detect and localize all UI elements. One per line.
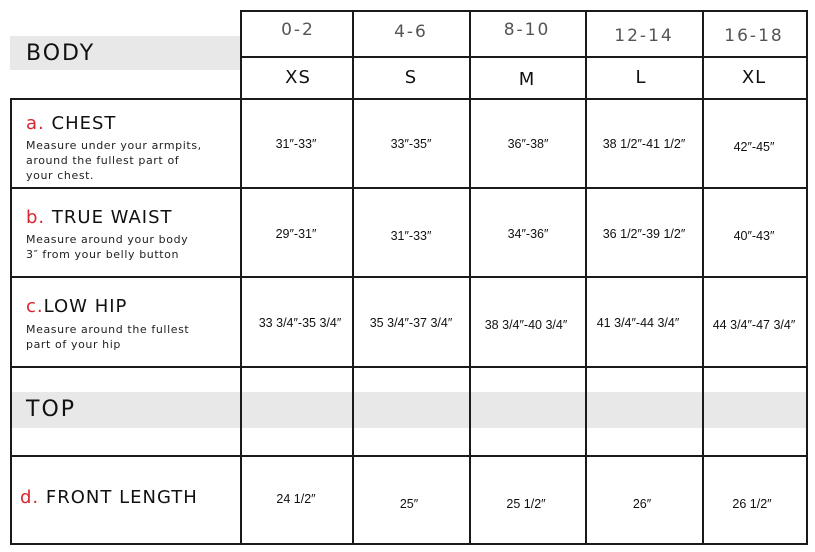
top-section-title: TOP	[26, 397, 77, 422]
hip-value-xl: 44 3/4″-47 3/4″	[712, 318, 796, 332]
hip-value-m: 38 3/4″-40 3/4″	[484, 318, 568, 332]
waist-value-xl: 40″-43″	[733, 229, 775, 243]
grid-line-col-4	[702, 10, 704, 545]
age-range-2: 8-10	[503, 20, 551, 40]
chest-value-xl: 42″-45″	[733, 140, 775, 154]
waist-value-xs: 29″-31″	[275, 227, 317, 241]
age-range-0: 0-2	[281, 20, 315, 40]
hip-row-letter: c.	[26, 296, 44, 317]
grid-line-col-1	[352, 10, 354, 545]
size-label-0: XS	[285, 67, 311, 88]
grid-line-col-2	[469, 10, 471, 545]
grid-line-bottom	[10, 543, 808, 545]
grid-line-top	[240, 10, 808, 12]
waist-row-title	[26, 207, 173, 228]
waist-row-label: TRUE WAIST	[51, 207, 173, 228]
hip-row-description: Measure around the fullest part of your hip	[26, 323, 190, 351]
chest-value-s: 33″-35″	[390, 137, 432, 151]
grid-line-right	[806, 10, 808, 545]
size-label-4: XL	[741, 67, 767, 88]
grid-line-top-section-bottom	[10, 455, 808, 457]
hip-value-l: 41 3/4″-44 3/4″	[596, 316, 680, 330]
size-label-1: S	[404, 67, 418, 88]
grid-line-hip-bottom	[10, 366, 808, 368]
age-range-1: 4-6	[394, 22, 428, 42]
body-section-title: BODY	[26, 41, 96, 66]
front-length-value-m: 25 1/2″	[506, 497, 546, 511]
waist-value-l: 36 1/2″-39 1/2″	[602, 227, 686, 241]
chest-row-letter: a.	[26, 113, 45, 134]
grid-line-chest-bottom	[10, 187, 808, 189]
front-length-row-letter: d.	[20, 487, 40, 508]
chest-row-description: Measure under your armpits, around the fullest part of your chest.	[26, 139, 202, 182]
front-length-value-s: 25″	[399, 497, 419, 511]
age-range-4: 16-18	[724, 26, 784, 46]
grid-line-size-divider	[240, 56, 808, 58]
waist-row-description: Measure around your body 3″ from your belly button	[26, 233, 189, 261]
waist-value-m: 34″-36″	[507, 227, 549, 241]
size-label-2: M	[518, 69, 536, 90]
chest-row-label: CHEST	[51, 113, 117, 134]
front-length-row-label: FRONT LENGTH	[45, 487, 198, 508]
chest-value-xs: 31″-33″	[275, 137, 317, 151]
grid-line-label-divider	[240, 10, 242, 545]
chest-row-title	[26, 113, 116, 134]
hip-row-label: LOW HIP	[43, 296, 128, 317]
top-section-band	[10, 392, 806, 428]
chest-value-l: 38 1/2″-41 1/2″	[602, 137, 686, 151]
hip-value-s: 35 3/4″-37 3/4″	[369, 316, 453, 330]
hip-row-title	[26, 296, 127, 317]
front-length-value-xl: 26 1/2″	[732, 497, 772, 511]
grid-line-header-bottom	[10, 98, 808, 100]
front-length-value-l: 26″	[632, 497, 652, 511]
grid-line-left	[10, 98, 12, 545]
size-label-3: L	[635, 67, 647, 88]
front-length-row-title	[20, 487, 198, 508]
waist-value-s: 31″-33″	[390, 229, 432, 243]
hip-value-xs: 33 3/4″-35 3/4″	[258, 316, 342, 330]
chest-value-m: 36″-38″	[507, 137, 549, 151]
grid-line-waist-bottom	[10, 276, 808, 278]
age-range-3: 12-14	[614, 26, 674, 46]
front-length-value-xs: 24 1/2″	[276, 492, 316, 506]
grid-line-col-3	[585, 10, 587, 545]
waist-row-letter: b.	[26, 207, 46, 228]
